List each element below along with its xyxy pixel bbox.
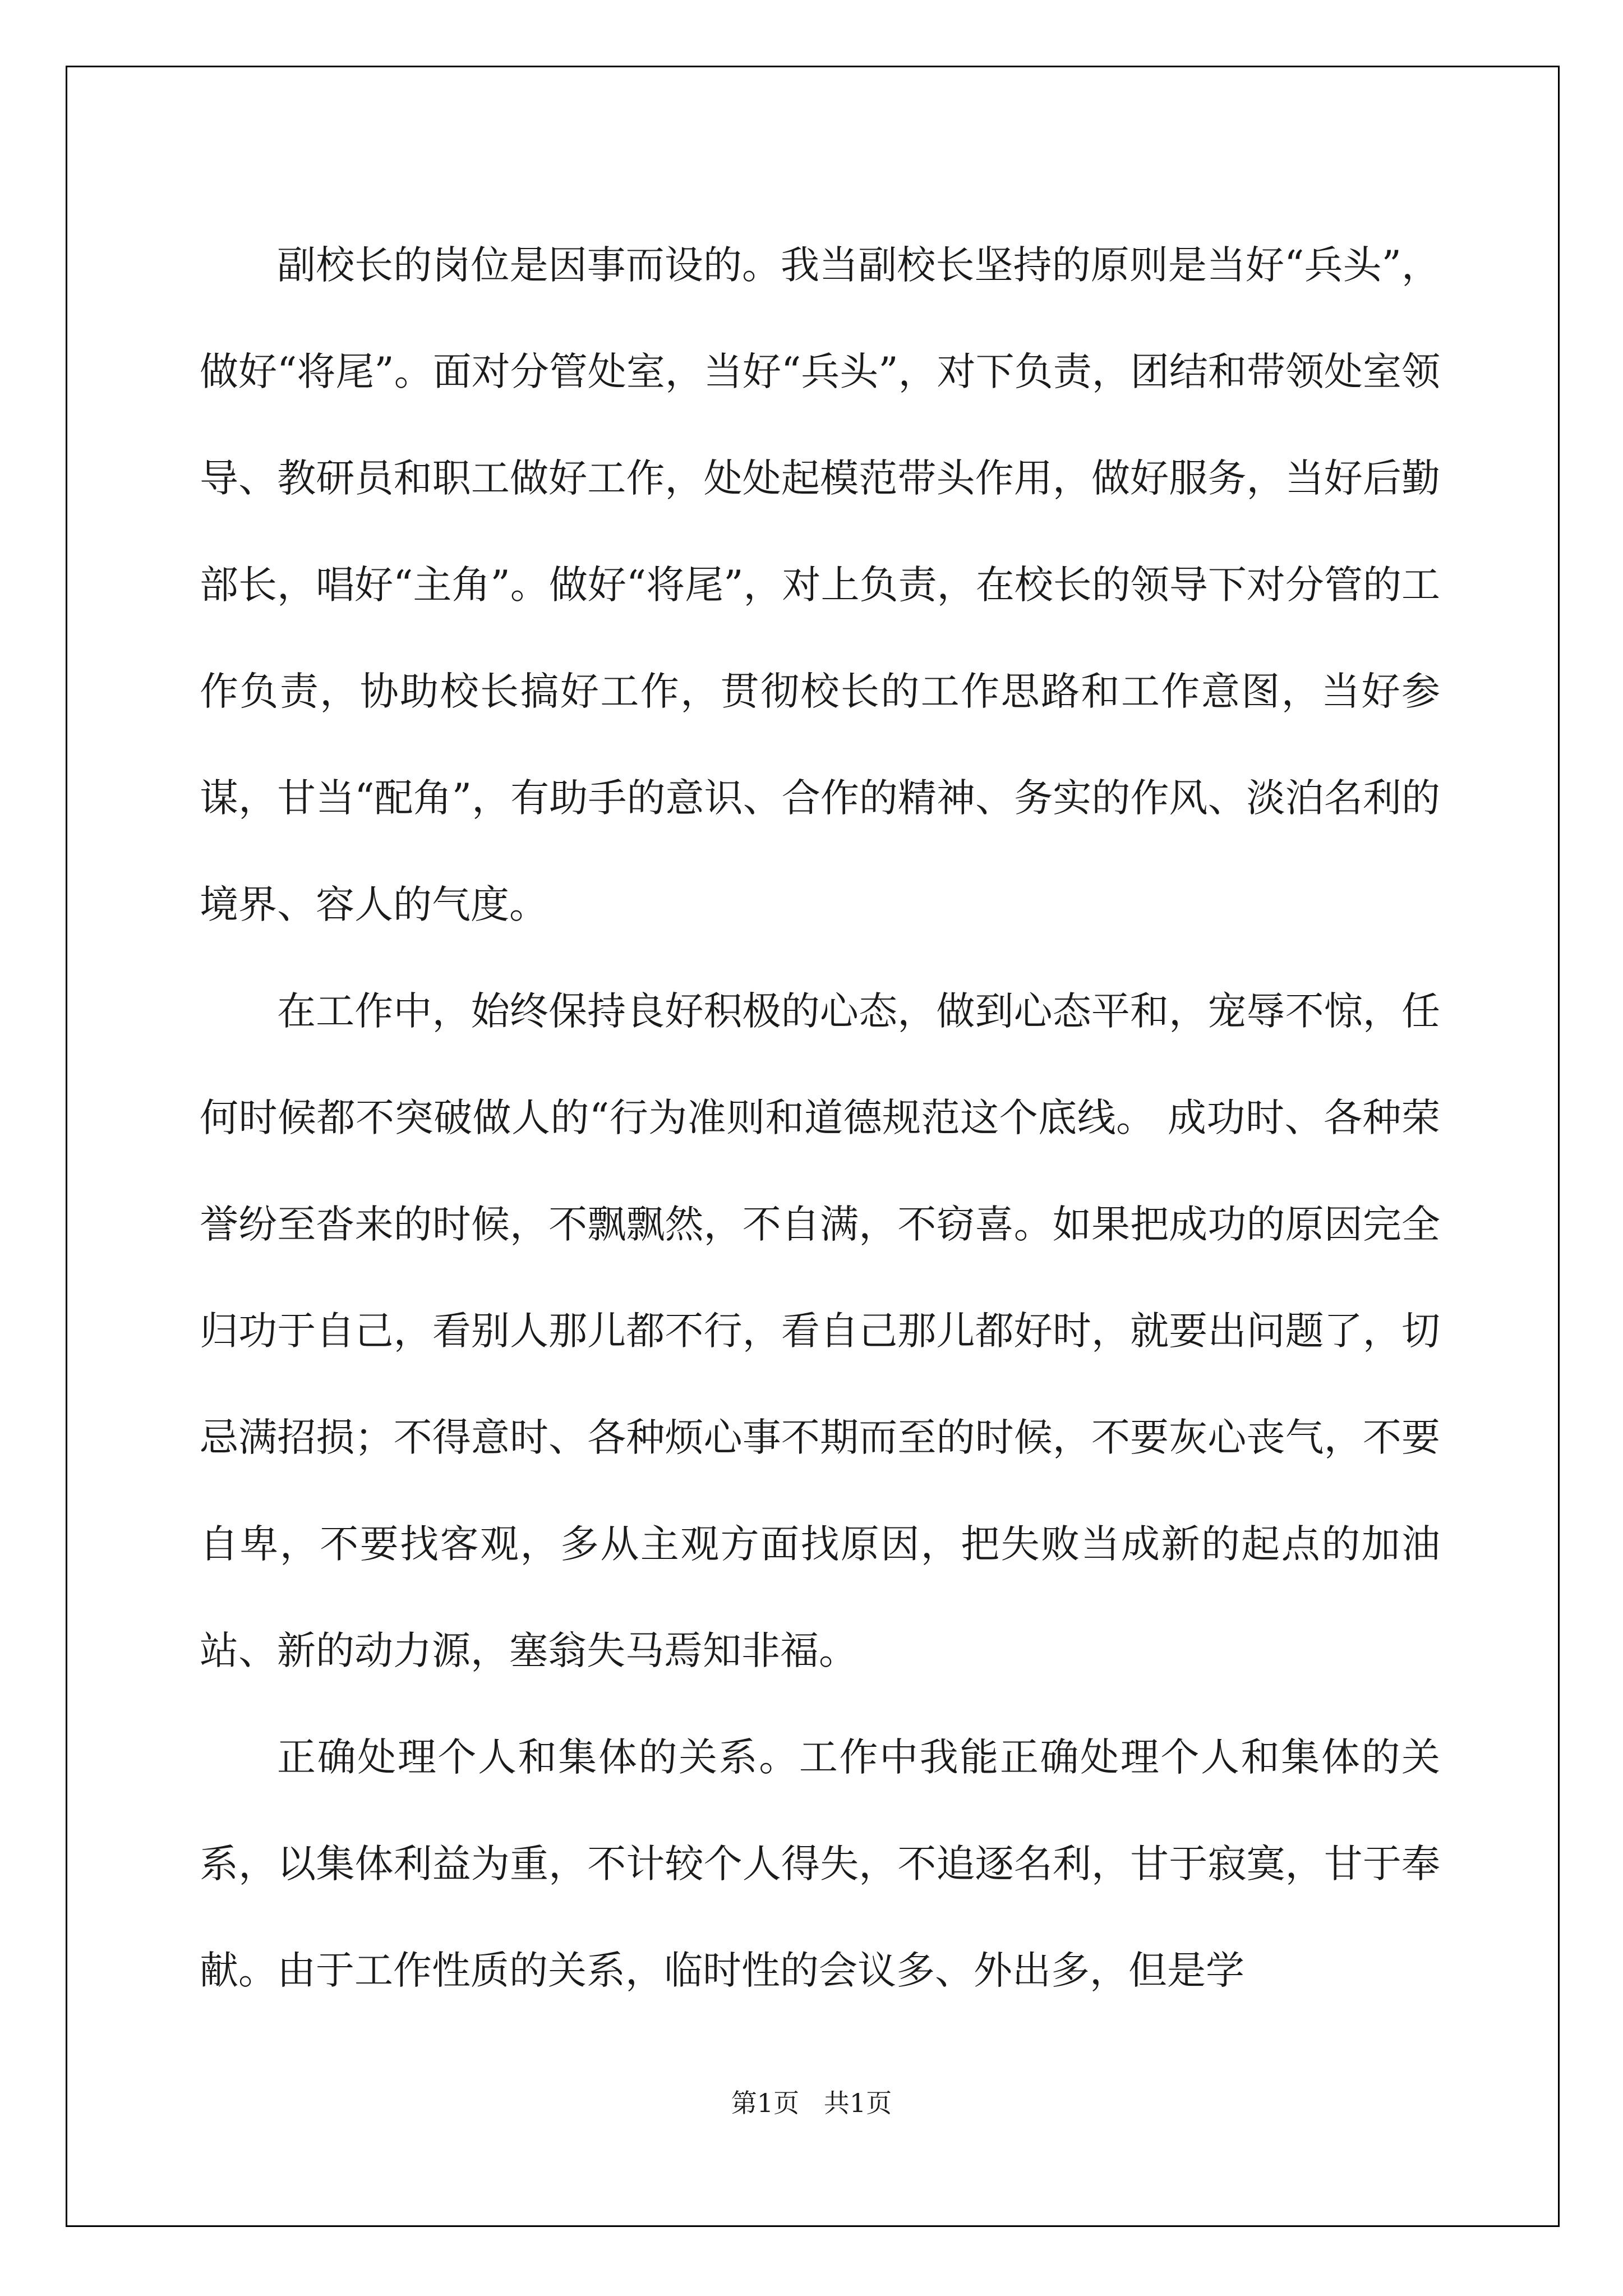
document-body <box>200 212 1440 2024</box>
paragraph-1: 副校长的岗位是因事而设的。我当副校长坚持的原则是当好“兵头”，做好“将尾”。面对分管处室，当好“兵头”，对下负责，团结和带领处室领导、教研员和职工做好工作，处处起模范带头作用，做好服务，当好后勤部长，唱好“主角”。做好“将尾”，对上负责，在校长的领导下对分管的工作负责，协助校长搞好工作，贯彻校长的工作思路和工作意图，当好参谋，甘当“配角”，有助手的意识、合作的精神、务实的作风、淡泊名利的境界、容人的气度。 <box>200 243 1440 927</box>
paragraph-3: 正确处理个人和集体的关系。工作中我能正确处理个人和集体的关系，以集体利益为重，不计较个人得失，不追逐名利，甘于寂寞，甘于奉献。由于工作性质的关系，临时性的会议多、外出多，但是学 <box>200 1735 1440 1993</box>
paragraph-2: 在工作中，始终保持良好积极的心态，做到心态平和，宠辱不惊，任何时候都不突破做人的“行为准则和道德规范这个底线。 成功时、各种荣誉纷至沓来的时候，不飘飘然，不自满，不窃喜。如果把成功的原因完全归功于自己，看别人那儿都不行，看自己那儿都好时，就要出问题了，切忌满招损；不得意时、各种烦心事不期而至的时候，不要灰心丧气，不要自卑，不要找客观，多从主观方面找原因，把失败当成新的起点的加油站、新的动力源，塞翁失马焉知非福。 <box>200 989 1440 1673</box>
page-number-label: 第1页 共1页 <box>731 2088 892 2118</box>
page-footer <box>0 2083 1623 2120</box>
